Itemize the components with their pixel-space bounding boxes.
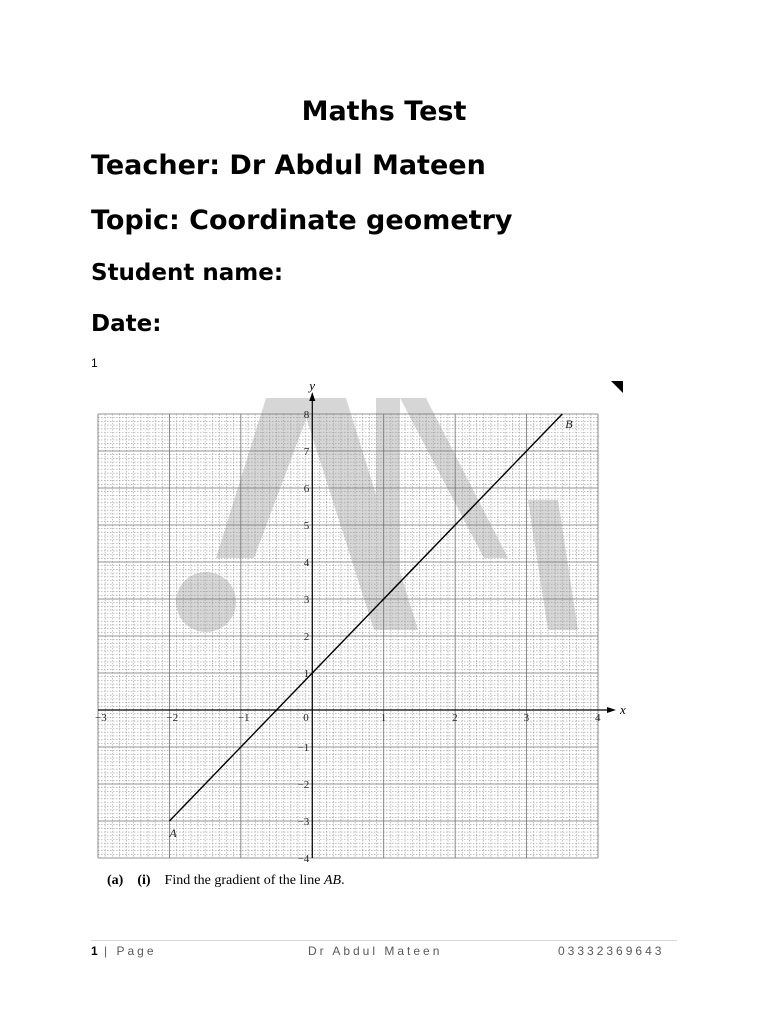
x-tick-label: −2 [166,712,179,724]
coordinate-graph [88,380,628,865]
x-tick-label: 2 [452,712,458,724]
question-line-name: AB [323,873,342,888]
y-tick-label: −2 [297,779,310,791]
x-axis-label: x [620,702,626,717]
date-label: Date: [91,311,162,337]
teacher-heading: Teacher: Dr Abdul Mateen [91,150,486,181]
question-prefix: Find the gradient of the line [164,873,324,888]
x-tick-label: 4 [595,712,601,724]
y-tick-label: 3 [303,594,310,606]
x-tick-label: −3 [95,712,107,724]
y-tick-label: −4 [297,853,310,865]
question-part-i: (i) [137,873,151,888]
point-label-b: B [565,417,573,431]
x-tick-label: 3 [523,712,530,724]
question-number: 1 [91,356,98,370]
footer-phone: 03332369643 [558,944,665,958]
y-tick-labels [298,409,310,865]
question-text [107,873,345,889]
y-axis-arrow-icon [309,392,315,401]
topic-heading: Topic: Coordinate geometry [91,205,513,236]
page-title: Maths Test [301,96,467,127]
footer-page [91,944,157,958]
footer-page-number: 1 [91,944,98,958]
footer-author: Dr Abdul Mateen [308,944,443,958]
am-logo-watermark [176,398,578,632]
x-tick-label: −1 [237,712,250,724]
footer-divider [91,940,677,941]
question-part-a: (a) [107,873,124,888]
y-tick-label: 4 [303,557,310,569]
y-tick-label: 5 [303,520,310,532]
y-tick-label: 8 [303,409,310,421]
x-tick-label: 1 [380,712,387,724]
x-axis-arrow-icon [607,707,616,713]
footer-page-label: | Page [104,944,157,958]
student-name-label: Student name: [91,260,284,286]
point-label-a: A [169,826,177,840]
y-tick-label: 6 [303,483,310,495]
y-tick-label: −3 [297,816,310,828]
x-tick-label: 0 [303,712,309,724]
y-tick-label: 1 [303,668,310,680]
y-tick-label: 7 [303,446,310,458]
y-axis-label: y [309,380,316,393]
y-tick-label: −1 [297,742,310,754]
y-tick-label: 2 [303,631,310,643]
question-suffix: . [341,873,345,888]
